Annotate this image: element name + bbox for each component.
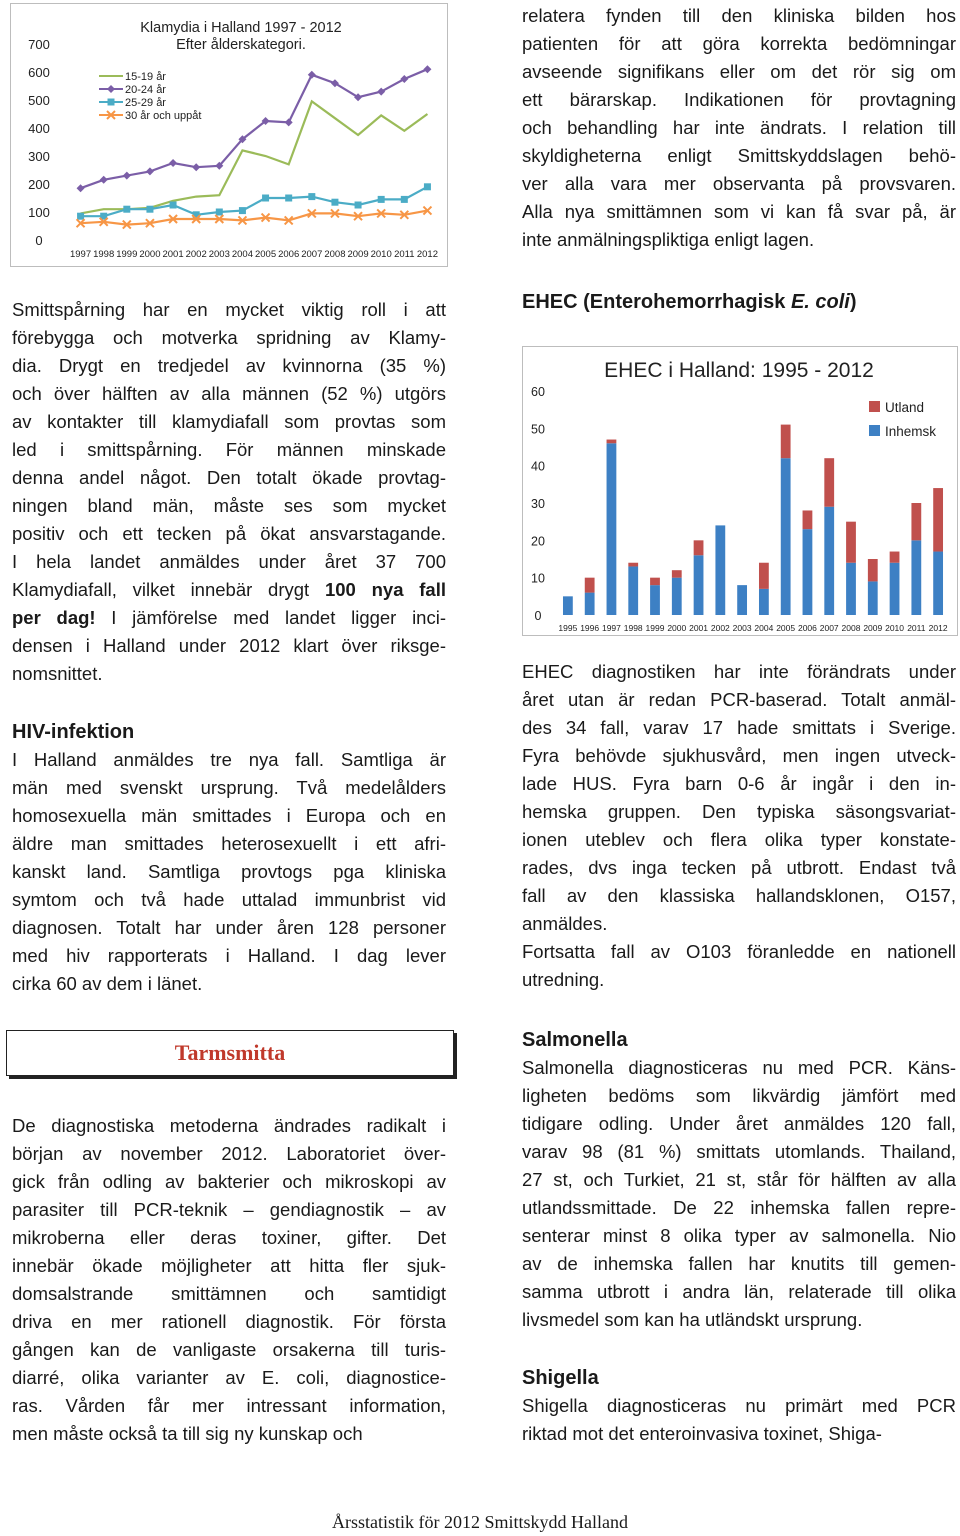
text-line: ver alla vara mer observanta på provsvaren. [522, 173, 956, 194]
data-point [308, 71, 316, 79]
bar-segment-utland [650, 578, 660, 585]
bar-segment-utland [868, 559, 878, 581]
text-line: Shigella diagnosticeras nu primärt med PCR [522, 1395, 956, 1416]
x-tick-label: 2004 [231, 249, 254, 260]
legend-swatch [869, 401, 880, 412]
chart-title: EHEC i Halland: 1995 - 2012 [604, 359, 874, 382]
salmonella-heading: Salmonella [522, 1029, 628, 1051]
data-point [377, 88, 385, 96]
legend-label: 20-24 år [125, 84, 166, 96]
y-tick-label: 10 [531, 571, 545, 586]
hiv-paragraph [12, 746, 446, 998]
bar-segment-inhemsk [846, 563, 856, 615]
legend-label: 30 år och uppåt [125, 110, 202, 122]
text-line: mikroberna eller deras toxiner, gifter. Det [12, 1227, 446, 1248]
text-line [12, 436, 446, 464]
legend-marker [107, 85, 115, 93]
text-line: ionen uteblev och flera olika typer konstate- [522, 829, 956, 850]
emphasis-text: 100 nya fall [324, 579, 446, 600]
data-point [424, 183, 431, 190]
text-line: De diagnostiska metoderna ändrades radikalt i [12, 1115, 446, 1136]
y-tick-label: 200 [28, 177, 50, 192]
text-line [12, 576, 446, 604]
x-tick-label: 2004 [754, 623, 774, 633]
x-tick-label: 2003 [732, 623, 752, 633]
text-line: tidigare odling. Under året anmäldes 120 fall, [522, 1113, 956, 1134]
y-tick-label: 50 [531, 422, 545, 437]
x-tick-label: 2000 [139, 249, 161, 260]
chart-title: Klamydia i Halland 1997 - 2012 [140, 20, 342, 36]
text-line: homosexuella män smittades i Europa och en [12, 805, 446, 826]
data-point [100, 176, 108, 184]
bar-segment-inhemsk [628, 566, 638, 615]
y-tick-label: 0 [35, 233, 43, 248]
bar-segment-inhemsk [607, 443, 617, 615]
text-line: I Halland anmäldes tre nya fall. Samtliga är [12, 749, 446, 770]
text-fragment: led i smittspårning. För männen minskade [12, 439, 446, 460]
x-tick-label: 1996 [580, 623, 600, 633]
text-line: diagnosen. Totalt har under åren 128 personer [12, 917, 446, 938]
text-line: hemska gruppen. Den typiska säsongsvariat- [522, 801, 956, 822]
bar-segment-inhemsk [737, 585, 747, 615]
text-line [12, 660, 446, 688]
text-line: fall av den klassiska hallandsklonen, O157, [522, 885, 956, 906]
text-line: Fortsatta fall av O103 föranledde en nationell [522, 941, 956, 962]
salmonella-paragraph [522, 1054, 956, 1334]
bar-segment-utland [911, 503, 921, 540]
data-point [262, 195, 269, 202]
x-tick-label: 2010 [370, 249, 392, 260]
y-tick-label: 40 [531, 459, 545, 474]
y-tick-label: 20 [531, 534, 545, 549]
ehec-heading: EHEC (Enterohemorrhagisk E. coli) [522, 291, 857, 313]
x-tick-label: 1997 [69, 249, 92, 260]
x-tick-label: 2006 [797, 623, 817, 633]
text-fragment: I jämförelse med landet ligger inci- [95, 607, 446, 628]
bar-segment-inhemsk [911, 540, 921, 615]
bar-segment-inhemsk [803, 529, 813, 615]
text-fragment: Klamydiafall, vilket innebär drygt [12, 579, 325, 600]
text-line: året utan är redan PCR-baserad. Totalt anmäl- [522, 689, 956, 710]
text-line: Alla nya smittämnen som vi kan få svar på, är [522, 201, 956, 222]
bar-segment-inhemsk [715, 525, 725, 615]
text-fragment: densen i Halland under 2012 klart över riksge- [12, 635, 446, 656]
x-tick-label: 1999 [645, 623, 665, 633]
text-line: patienten för att göra korrekta bedömningar [522, 33, 956, 54]
x-tick-label: 2007 [819, 623, 839, 633]
y-tick-label: 300 [28, 149, 50, 164]
data-point [77, 184, 85, 192]
bar-segment-inhemsk [933, 552, 943, 615]
ehec-chart-svg [523, 347, 957, 635]
text-line: äldre man smittades heterosexuellt i ett afri- [12, 833, 446, 854]
data-point [400, 75, 408, 83]
text-line: senterar minst 8 olika typer av salmonella. Nio [522, 1225, 956, 1246]
bar-segment-utland [672, 570, 682, 577]
x-tick-label: 2011 [907, 623, 926, 633]
legend-swatch [869, 425, 880, 436]
text-line: med hiv rapporterats i Halland. I dag lever [12, 945, 446, 966]
bar-segment-inhemsk [694, 555, 704, 615]
text-fragment: nomsnittet. [12, 663, 103, 684]
text-line: EHEC diagnostiken har inte förändrats under [522, 661, 956, 682]
contact-tracing-paragraph [12, 296, 446, 688]
text-line: inte anmälningspliktiga enligt lagen. [522, 229, 815, 250]
text-line: ett bärarskap. Indikationen för provtagning [522, 89, 956, 110]
data-point [170, 202, 177, 209]
bar-segment-utland [803, 510, 813, 529]
bar-segment-inhemsk [868, 581, 878, 615]
legend-label: 15-19 år [125, 71, 166, 83]
x-tick-label: 2005 [254, 249, 277, 260]
x-tick-label: 2008 [841, 623, 861, 633]
x-tick-label: 1998 [93, 249, 115, 260]
data-point [123, 206, 130, 213]
bar-segment-utland [694, 540, 704, 555]
text-fragment: dia. Drygt en tredjedel av kvinnorna (35 %) [12, 355, 446, 376]
bar-segment-inhemsk [672, 578, 682, 615]
data-point [239, 207, 246, 214]
legend-label: 25-29 år [125, 97, 166, 109]
bar-segment-utland [890, 552, 900, 563]
x-tick-label: 2010 [885, 623, 905, 633]
text-line [12, 352, 446, 380]
text-line: utredning. [522, 969, 605, 990]
x-tick-label: 1999 [116, 249, 138, 260]
bar-segment-utland [933, 488, 943, 551]
footer: Årsstatistik för 2012 Smittskydd Halland [332, 1512, 628, 1532]
text-line: Salmonella diagnosticeras nu med PCR. Käns- [522, 1057, 956, 1078]
ehec-chart [522, 346, 958, 636]
y-tick-label: 500 [28, 93, 50, 108]
data-point [285, 195, 292, 202]
text-line: gick från odling av bakterier och mikroskopi av [12, 1171, 446, 1192]
text-line [12, 548, 446, 576]
bar-segment-inhemsk [824, 507, 834, 615]
text-line: diarré, olika varianter av E. coli, diagnostice- [12, 1367, 446, 1388]
text-fragment: I hela landet anmäldes under året 37 700 [12, 551, 446, 572]
data-point [401, 196, 408, 203]
bar-segment-inhemsk [890, 563, 900, 615]
text-line: ligheten bedöms som likvärdig jämfört med [522, 1085, 956, 1106]
chlamydia-chart-svg [11, 4, 447, 266]
series-line [81, 187, 428, 216]
text-line: början av november 2012. Laboratoriet över- [12, 1143, 446, 1164]
text-line: driva en mer rationell diagnostik. För första [12, 1311, 446, 1332]
text-line: män med svenskt ursprung. Två medelålders [12, 777, 446, 798]
text-line: riktad mot det enteroinvasiva toxinet, Shiga- [522, 1423, 882, 1444]
text-line: av de inhemska fallen har knutits till gemen- [522, 1253, 956, 1274]
text-fragment: och över hälften av alla männen (52 %) utgörs [12, 383, 446, 404]
text-line: kanskt land. Samtliga provtogs pga kliniska [12, 861, 446, 882]
y-tick-label: 100 [28, 205, 50, 220]
chart-subtitle: Efter ålderskategori. [176, 37, 306, 53]
x-tick-label: 1995 [558, 623, 578, 633]
x-tick-label: 2002 [710, 623, 730, 633]
bar-segment-inhemsk [585, 593, 595, 615]
legend-label: Inhemsk [885, 424, 937, 439]
text-line: livsmedel som kan ha utländskt ursprung. [522, 1309, 863, 1330]
x-tick-label: 2012 [416, 249, 439, 260]
bar-segment-utland [607, 440, 617, 444]
text-line: avseende signifikans eller om det rör sig om [522, 61, 956, 82]
text-line: och behandling har inte ändrats. I relation till [522, 117, 956, 138]
data-point [355, 202, 362, 209]
emphasis-text: per dag! [12, 607, 96, 628]
legend-label: Utland [885, 400, 925, 415]
data-point [378, 196, 385, 203]
text-line: Fyra behövde sjukhusvård, men ingen utveck- [522, 745, 956, 766]
y-tick-label: 600 [28, 65, 50, 80]
data-point [285, 118, 293, 126]
data-point [216, 209, 223, 216]
text-line: 27 st, och Turkiet, 21 st, står för hälften av alla [522, 1169, 956, 1190]
ehec-paragraph [522, 658, 956, 994]
data-point [169, 159, 177, 167]
text-fragment: positiv och ett tecken på ökat ansvarstagande. [12, 523, 446, 544]
text-line [12, 296, 446, 324]
data-point [146, 206, 153, 213]
hiv-heading: HIV-infektion [12, 721, 135, 743]
text-fragment: denna andel något. Den totalt ökade provtag- [12, 467, 446, 488]
tarmsmitta-box [6, 1030, 454, 1076]
data-point [192, 163, 200, 171]
data-point [123, 172, 131, 180]
text-line [12, 464, 446, 492]
legend-marker [108, 99, 115, 106]
bar-segment-utland [759, 563, 769, 589]
y-tick-label: 0 [534, 609, 542, 623]
x-tick-label: 2003 [208, 249, 230, 260]
x-tick-label: 2012 [928, 623, 948, 633]
shigella-heading: Shigella [522, 1367, 599, 1389]
bar-segment-inhemsk [759, 589, 769, 615]
text-line [12, 408, 446, 436]
text-fragment: förebygga och motverka spridning av Klamy- [12, 327, 446, 348]
x-tick-label: 2006 [278, 249, 300, 260]
text-line: rades, dvs inga tecken på utbrott. Endast två [522, 857, 956, 878]
text-line: lade HUS. Fyra barn 0-6 år ingår i den in- [522, 773, 956, 794]
tarmsmitta-paragraph [12, 1112, 446, 1448]
text-fragment: ningen bland män, måste ses som mycket [12, 495, 446, 516]
text-line: domsalstrande smittämnen och samtidigt [12, 1283, 446, 1304]
text-line [12, 632, 446, 660]
x-tick-label: 2011 [394, 249, 415, 260]
text-line: men måste också ta till sig ny kunskap och [12, 1423, 363, 1444]
text-line [12, 492, 446, 520]
x-tick-label: 2000 [667, 623, 687, 633]
x-tick-label: 2001 [689, 623, 709, 633]
text-line: innebär ökade möjligheter att hitta fler sjuk- [12, 1255, 446, 1276]
x-tick-label: 1997 [601, 623, 621, 633]
bar-segment-inhemsk [563, 596, 573, 615]
bar-segment-utland [824, 458, 834, 507]
x-tick-label: 2008 [324, 249, 346, 260]
bar-segment-utland [846, 522, 856, 563]
x-tick-label: 2009 [347, 249, 369, 260]
text-line: ras. Vården får mer intressant information, [12, 1395, 446, 1416]
text-line: anmäldes. [522, 913, 608, 934]
text-line: utlandssmittade. De 22 inhemska fallen repre- [522, 1197, 956, 1218]
x-tick-label: 2002 [185, 249, 207, 260]
data-point [77, 213, 84, 220]
text-line: samma utbrott i andra län, relaterade till olika [522, 1281, 956, 1302]
bar-segment-inhemsk [650, 585, 660, 615]
text-line: parasiter till PCR-teknik – gendiagnostik – av [12, 1199, 446, 1220]
data-point [423, 65, 431, 73]
text-fragment: Smittspårning har en mycket viktig roll i att [12, 299, 446, 320]
x-tick-label: 2009 [863, 623, 883, 633]
text-line: varav 98 (81 %) smittats utomlands. Thailand, [522, 1141, 956, 1162]
text-line: relatera fynden till den kliniska bilden hos [522, 5, 956, 26]
x-tick-label: 2001 [162, 249, 184, 260]
text-line: symtom och två hade uttalad immunbrist vid [12, 889, 446, 910]
data-point [146, 167, 154, 175]
y-tick-label: 700 [28, 37, 50, 52]
bar-segment-utland [781, 425, 791, 459]
chlamydia-chart [10, 3, 448, 267]
bar-segment-inhemsk [781, 458, 791, 615]
x-tick-label: 1998 [623, 623, 643, 633]
tarmsmitta-title: Tarmsmitta [174, 1040, 286, 1065]
text-line: skyldigheterna enligt Smittskyddslagen behö- [522, 145, 956, 166]
x-tick-label: 2005 [776, 623, 796, 633]
bar-segment-utland [585, 578, 595, 593]
data-point [308, 193, 315, 200]
y-tick-label: 400 [28, 121, 50, 136]
intro-paragraph [522, 2, 956, 254]
series-line [81, 211, 428, 225]
shigella-paragraph [522, 1392, 956, 1448]
y-tick-label: 30 [531, 497, 545, 511]
text-line [12, 520, 446, 548]
text-line: cirka 60 av dem i länet. [12, 973, 203, 994]
text-line [12, 380, 446, 408]
text-line: gången kan de vanligaste orsakerna till turis- [12, 1339, 446, 1360]
text-line [12, 604, 446, 632]
bar-segment-utland [628, 563, 638, 567]
text-fragment: av kontakter till klamydiafall som provtas som [12, 411, 446, 432]
text-line: des 34 fall, varav 17 hade smittats i Sverige. [522, 717, 956, 738]
x-tick-label: 2007 [301, 249, 323, 260]
data-point [331, 199, 338, 206]
text-line [12, 324, 446, 352]
y-tick-label: 60 [531, 385, 545, 399]
